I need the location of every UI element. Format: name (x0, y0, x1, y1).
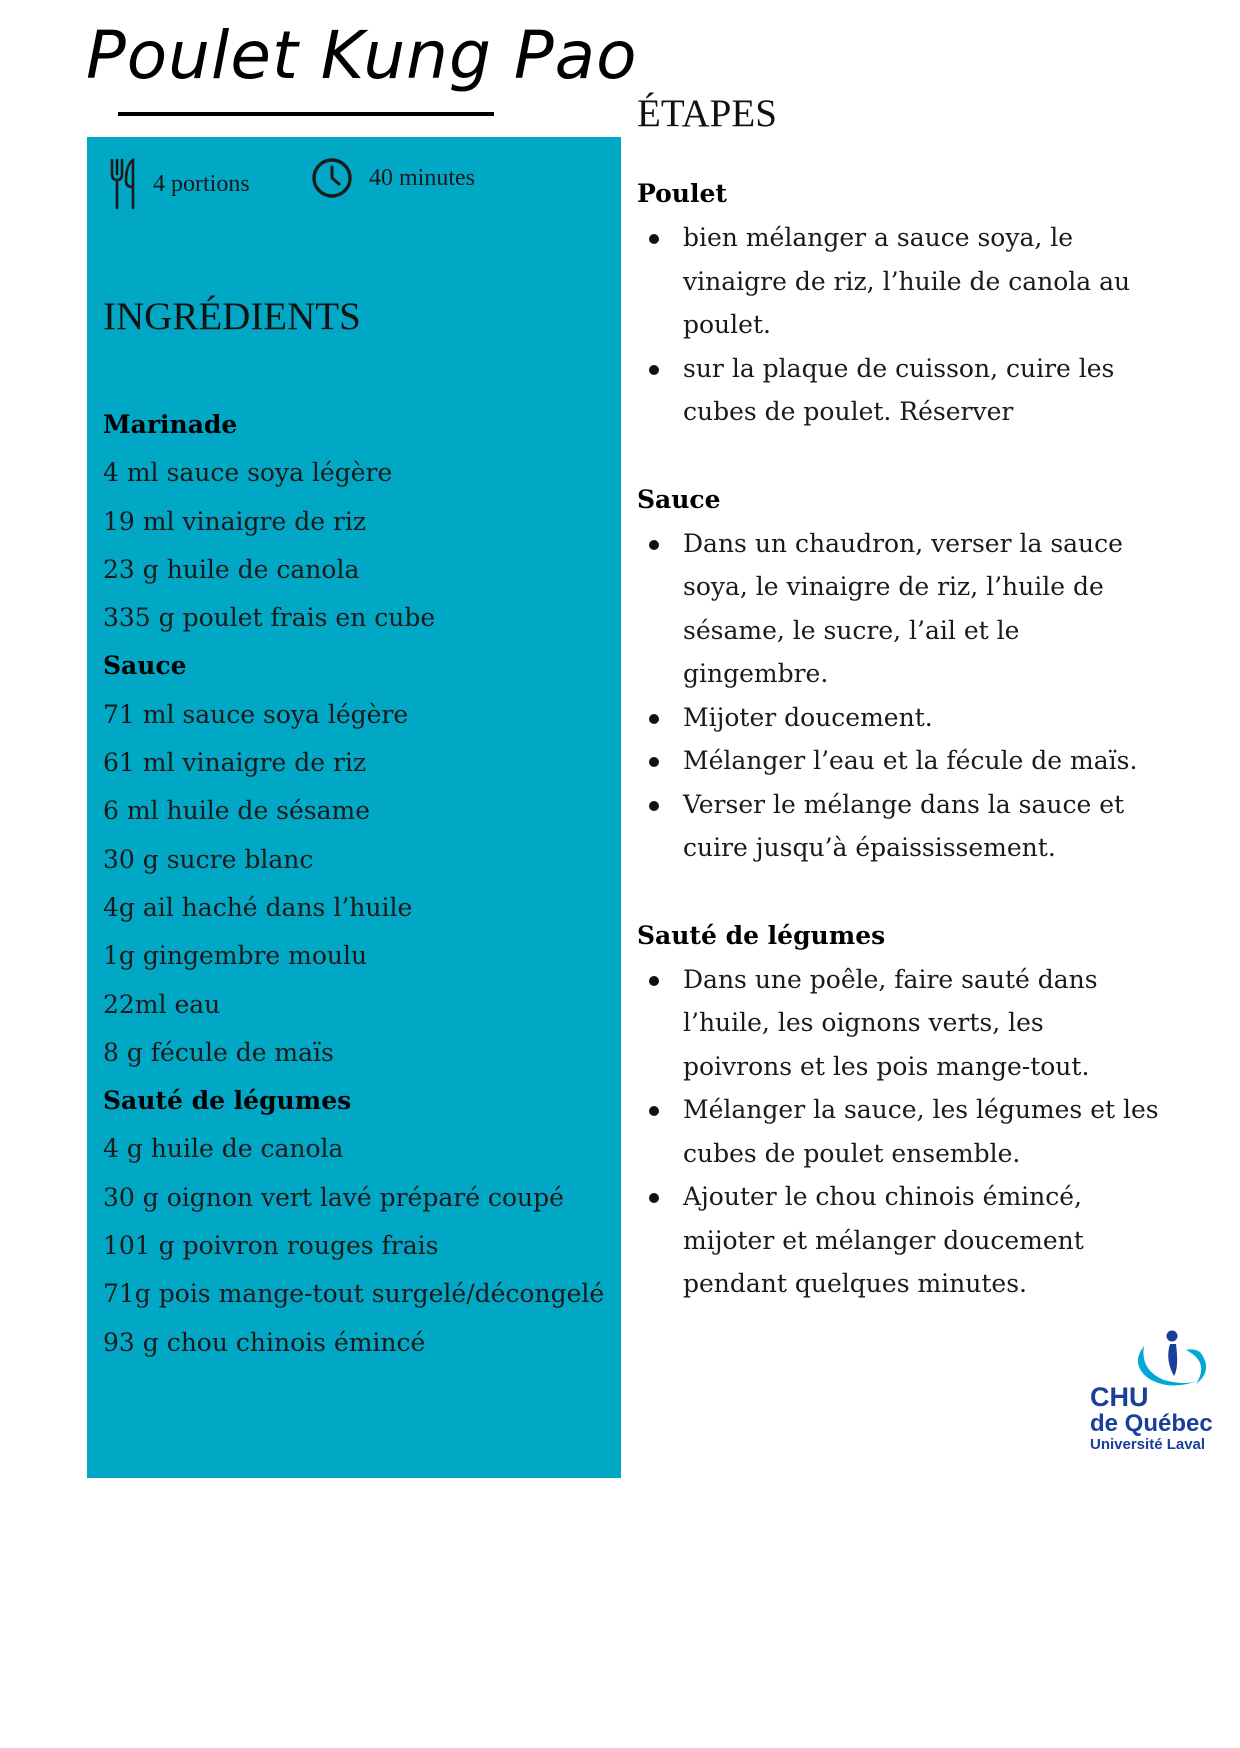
ingredient-item: 93 g chou chinois émincé (103, 1327, 426, 1357)
ingredient-item: 30 g sucre blanc (103, 844, 314, 874)
ingredients-panel (87, 137, 621, 1478)
portions-info (109, 157, 250, 211)
step-text-line: Dans une poêle, faire sauté dans (683, 964, 1098, 994)
time-info (311, 157, 475, 199)
ingredient-item: 4 g huile de canola (103, 1134, 344, 1164)
step-section-title: Sauté de légumes (637, 920, 886, 950)
step-section-title: Poulet (637, 179, 727, 208)
ingredient-item: 4 ml sauce soya légère (103, 458, 393, 488)
step-bullet-list (637, 522, 1147, 870)
step-text-line: cuire jusqu’à épaississement. (683, 833, 1056, 862)
step-text-line: vinaigre de riz, l’huile de canola au (683, 266, 1131, 296)
step-text-line: pendant quelques minutes. (683, 1269, 1027, 1298)
step-text-line: Ajouter le chou chinois émincé, (683, 1182, 1082, 1211)
ingredient-subheading: Sauté de légumes (103, 1086, 352, 1116)
step-text-line: Mijoter doucement. (683, 702, 933, 732)
step-text-line: soya, le vinaigre de riz, l’huile de (683, 572, 1104, 601)
logo-mark (1134, 1330, 1218, 1390)
step-item (637, 958, 1147, 1089)
bullet-icon (649, 540, 659, 550)
step-text-line: mijoter et mélanger doucement (683, 1225, 1084, 1255)
bullet-icon (649, 714, 659, 724)
bullet-icon (649, 1106, 659, 1116)
ingredient-item: 6 ml huile de sésame (103, 796, 371, 826)
step-text-line: poivrons et les pois mange-tout. (683, 1051, 1090, 1081)
bullet-icon (649, 976, 659, 986)
bullet-icon (649, 365, 659, 375)
time-text: 40 minutes (369, 164, 475, 191)
ingredient-item: 1g gingembre moulu (103, 941, 368, 971)
ingredients-list (103, 401, 613, 1367)
ingredient-subheading: Marinade (103, 410, 238, 439)
step-text-line: Verser le mélange dans la sauce et (683, 789, 1125, 819)
bullet-icon (649, 1193, 659, 1203)
steps-list (637, 172, 1159, 1306)
section-spacer (637, 434, 1147, 478)
ingredients-heading: INGRÉDIENTS (103, 295, 361, 338)
step-section-title: Sauce (637, 484, 721, 514)
ingredient-item: 23 g huile de canola (103, 554, 360, 584)
step-item (637, 783, 1147, 870)
step-text-line: sésame, le sucre, l’ail et le (683, 615, 1020, 645)
logo-text-quebec: de Québec (1090, 1410, 1213, 1437)
ingredient-item: 8 g fécule de maïs (103, 1037, 334, 1067)
ingredient-item: 61 ml vinaigre de riz (103, 748, 367, 778)
portions-text: 4 portions (153, 170, 250, 197)
logo-text-chu: CHU (1090, 1382, 1149, 1412)
step-text-line: Dans un chaudron, verser la sauce (683, 528, 1123, 558)
bullet-icon (649, 801, 659, 811)
step-text-line: cubes de poulet ensemble. (683, 1138, 1021, 1168)
cutlery-icon (109, 157, 137, 211)
step-bullet-list (637, 216, 1147, 434)
step-text-line: Mélanger la sauce, les légumes et les (683, 1095, 1159, 1124)
step-text-line: l’huile, les oignons verts, les (683, 1008, 1044, 1037)
step-item (637, 216, 1147, 347)
ingredient-item: 335 g poulet frais en cube (103, 603, 436, 633)
step-item (637, 1088, 1159, 1175)
step-item (637, 347, 1147, 434)
bullet-icon (649, 757, 659, 767)
clock-icon (311, 157, 353, 199)
step-text-line: Mélanger l’eau et la fécule de maïs. (683, 746, 1138, 775)
title-underline (118, 112, 494, 116)
chu-logo (1088, 1330, 1218, 1460)
step-text-line: gingembre. (683, 659, 829, 688)
ingredient-item: 71g pois mange-tout surgelé/décongelé (103, 1279, 605, 1309)
step-text-line: poulet. (683, 310, 771, 339)
ingredient-item: 4g ail haché dans l’huile (103, 892, 413, 922)
section-spacer (637, 870, 1147, 914)
step-text-line: sur la plaque de cuisson, cuire les (683, 353, 1115, 383)
step-item (637, 522, 1147, 696)
ingredient-subheading: Sauce (103, 651, 187, 681)
step-item (637, 1175, 1147, 1306)
ingredient-item: 101 g poivron rouges frais (103, 1231, 439, 1261)
logo-text-universite: Université Laval (1090, 1436, 1206, 1453)
step-text-line: bien mélanger a sauce soya, le (683, 223, 1074, 252)
ingredient-item: 19 ml vinaigre de riz (103, 506, 367, 536)
step-item (637, 696, 1147, 740)
recipe-title: Poulet Kung Pao (86, 17, 638, 94)
step-text-line: cubes de poulet. Réserver (683, 397, 1014, 426)
bullet-icon (649, 234, 659, 244)
steps-heading: ÉTAPES (637, 92, 777, 135)
ingredient-item: 71 ml sauce soya légère (103, 699, 409, 729)
step-bullet-list (637, 958, 1159, 1306)
ingredient-item: 30 g oignon vert lavé préparé coupé (103, 1182, 564, 1212)
step-item (637, 739, 1147, 783)
ingredient-item: 22ml eau (103, 989, 221, 1019)
